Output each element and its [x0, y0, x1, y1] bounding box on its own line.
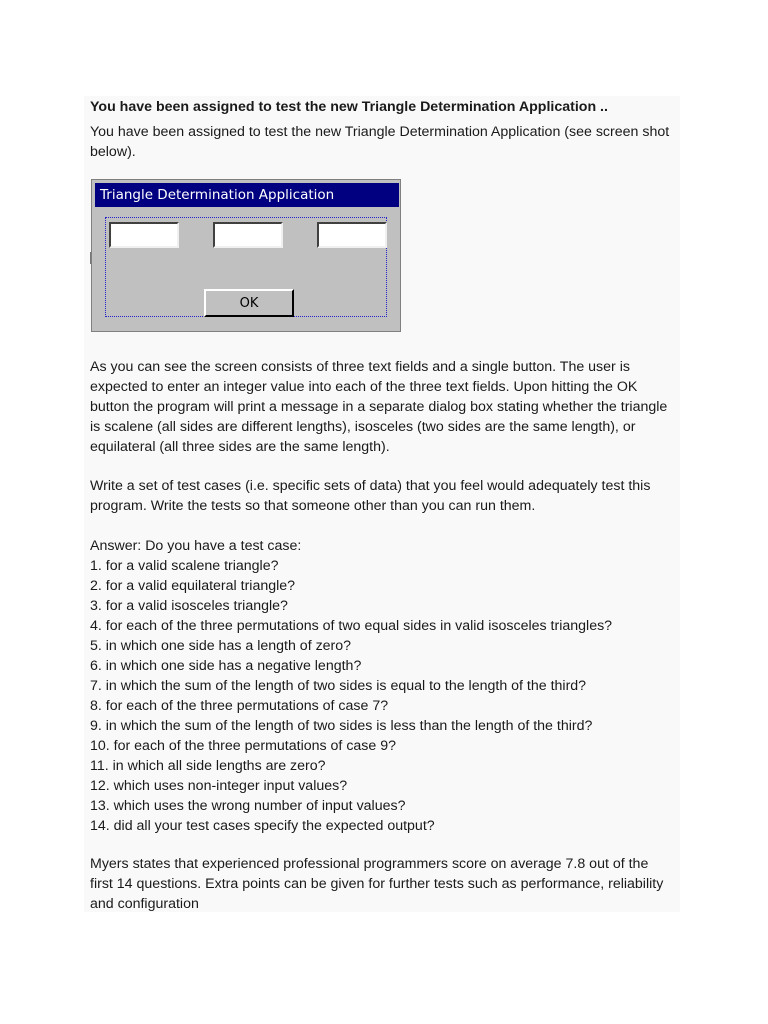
list-item: 6. in which one side has a negative length? [90, 658, 362, 674]
test-case-list [90, 556, 670, 836]
list-item: 3. for a valid isosceles triangle? [90, 598, 288, 614]
stray-mark [90, 252, 91, 264]
list-item: 14. did all your test cases specify the expected output? [90, 818, 435, 834]
task-paragraph: Write a set of test cases (i.e. specific sets of data) that you feel would adequately test this program. Write the tests so that someone other than you can run them. [90, 478, 651, 514]
list-item: 1. for a valid scalene triangle? [90, 558, 279, 574]
side-c-input[interactable] [317, 222, 387, 248]
ok-button[interactable]: OK [204, 289, 294, 317]
list-item: 10. for each of the three permutations of case 9? [90, 738, 397, 754]
list-item: 7. in which the sum of the length of two sides is equal to the length of the third? [90, 678, 587, 694]
list-item: 4. for each of the three permutations of two equal sides in valid isosceles triangles? [90, 618, 613, 634]
conclusion-paragraph: Myers states that experienced professional programmers score on average 7.8 out of the first 14 questions. Extra points can be given for further tests such as performance, reliability and configuration [90, 856, 664, 912]
description-paragraph: As you can see the screen consists of three text fields and a single button. The user is expected to enter an integer value into each of the three text fields. Upon hitting the OK button the program will print a message in a separate dialog box stating whether the triangle is scalene (all sides are different lengths), isosceles (two sides are the same length), or equilateral (all three sides are the same length). [90, 359, 668, 455]
side-a-input[interactable] [109, 222, 179, 248]
list-item: 12. which uses non-integer input values? [90, 778, 348, 794]
intro-paragraph: You have been assigned to test the new Triangle Determination Application (see screen shot below). [90, 124, 670, 160]
list-item: 8. for each of the three permutations of case 7? [90, 698, 389, 714]
dialog-title-bar: Triangle Determination Application [95, 183, 399, 207]
list-item: 13. which uses the wrong number of input values? [90, 798, 406, 814]
list-item: 11. in which all side lengths are zero? [90, 758, 326, 774]
list-item: 9. in which the sum of the length of two sides is less than the length of the third? [90, 718, 593, 734]
document-heading: You have been assigned to test the new Triangle Determination Application .. [90, 99, 608, 115]
answer-intro: Answer: Do you have a test case: [90, 538, 302, 554]
triangle-app-screenshot [91, 179, 401, 332]
list-item: 2. for a valid equilateral triangle? [90, 578, 296, 594]
list-item: 5. in which one side has a length of zero? [90, 638, 352, 654]
side-b-input[interactable] [213, 222, 283, 248]
